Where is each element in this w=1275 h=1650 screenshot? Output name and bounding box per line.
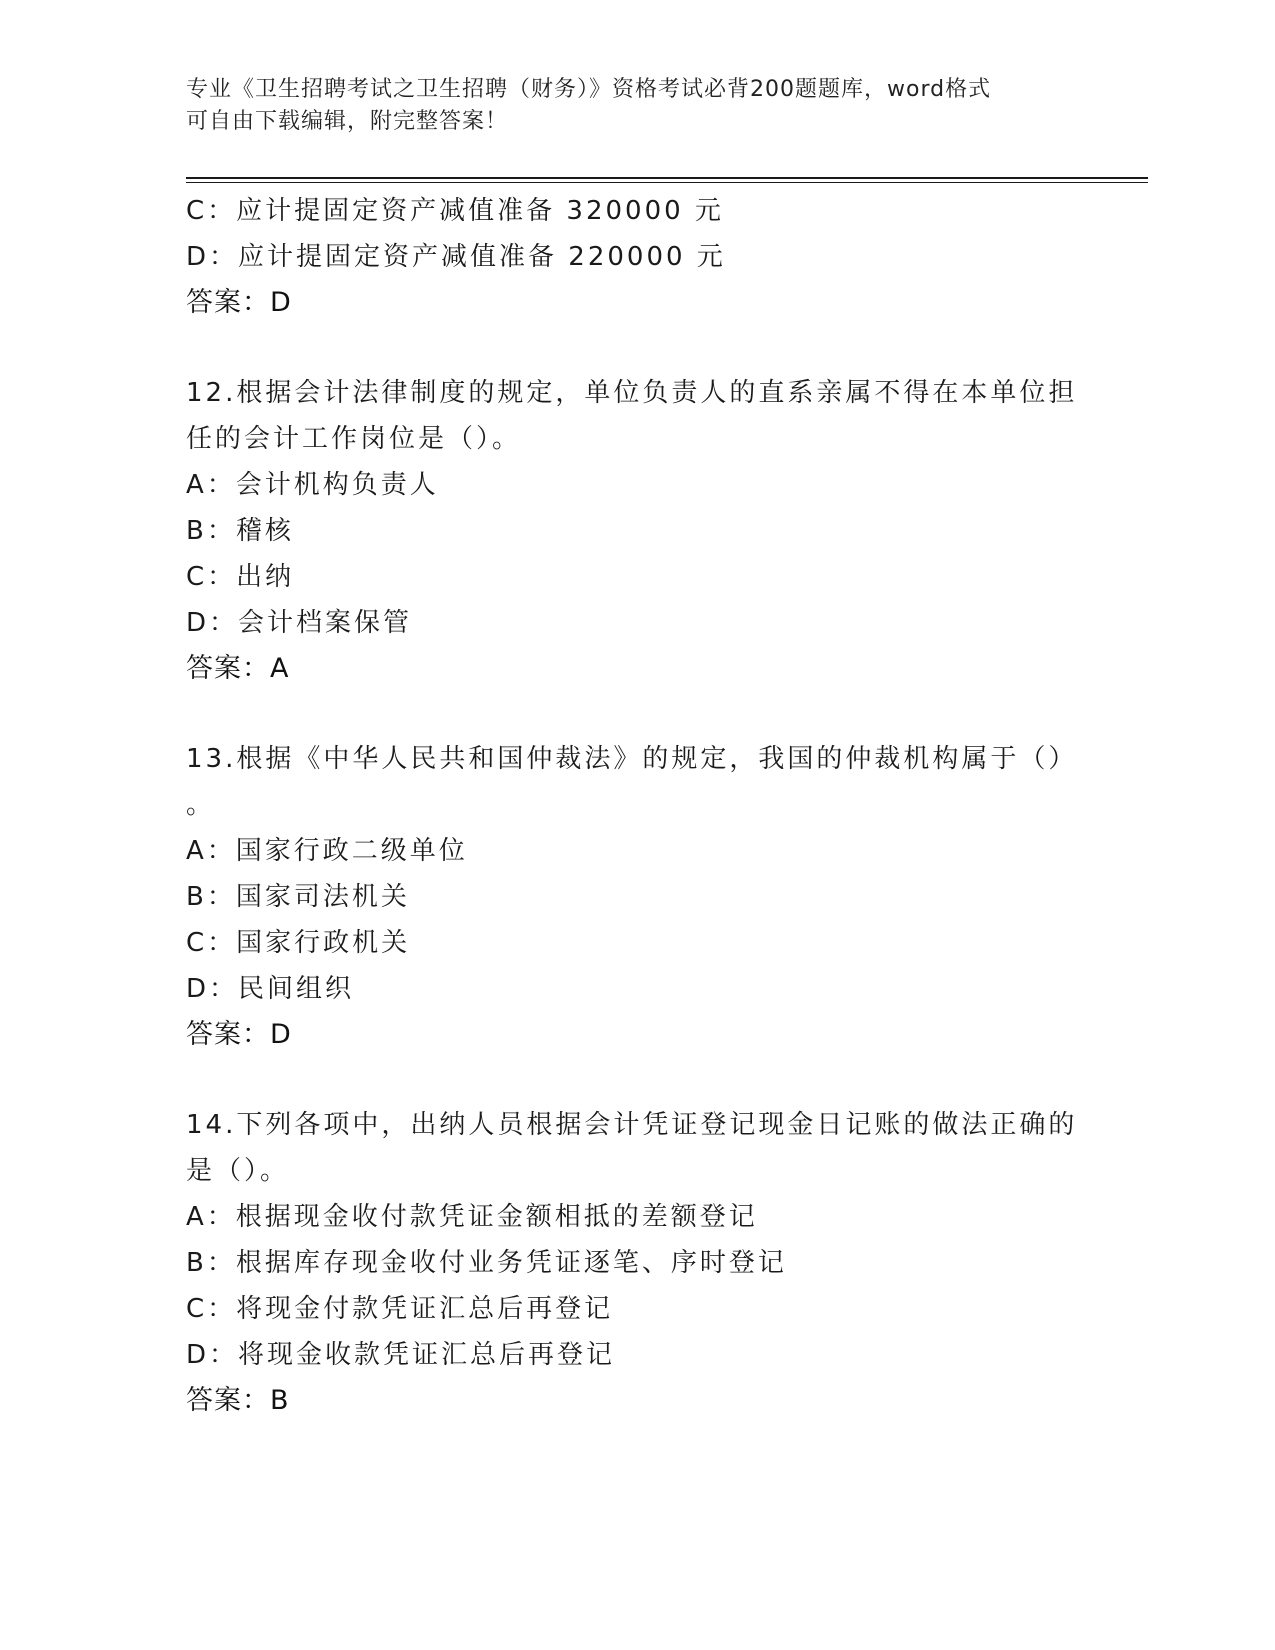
option-d: D：会计档案保管 (186, 608, 413, 638)
question-gap (186, 326, 1086, 370)
question-block-14 (186, 1102, 1086, 1424)
answer-line: 答案：D (186, 1019, 292, 1050)
option-c: C：国家行政机关 (186, 928, 411, 958)
answer-line: 答案：A (186, 653, 290, 684)
question-list (186, 188, 1086, 1424)
option-b: B：国家司法机关 (186, 882, 410, 912)
question-stem-continuation: 。 (186, 790, 216, 820)
question-block-continued (186, 188, 1086, 326)
question-stem: 12.根据会计法律制度的规定，单位负责人的直系亲属不得在本单位担 (186, 378, 1078, 408)
question-block-12 (186, 370, 1086, 692)
header-title-line-2: 可自由下载编辑，附完整答案！ (186, 109, 509, 134)
option-b: B：根据库存现金收付业务凭证逐笔、序时登记 (186, 1248, 787, 1278)
question-stem-continuation: 任的会计工作岗位是（）。 (186, 424, 522, 454)
option-c: C：将现金付款凭证汇总后再登记 (186, 1294, 614, 1324)
option-c: C：出纳 (186, 562, 295, 592)
option-d: D：民间组织 (186, 974, 355, 1004)
question-stem: 14.下列各项中，出纳人员根据会计凭证登记现金日记账的做法正确的 (186, 1110, 1078, 1140)
option-c: C：应计提固定资产减值准备 320000 元 (186, 196, 724, 226)
question-gap (186, 692, 1086, 736)
option-d: D：将现金收款凭证汇总后再登记 (186, 1340, 616, 1370)
header-title-line-1: 专业《卫生招聘考试之卫生招聘（财务）》资格考试必背200题题库，word格式 (186, 77, 992, 102)
answer-line: 答案：B (186, 1385, 290, 1416)
option-a: A：国家行政二级单位 (186, 836, 468, 866)
question-gap (186, 1058, 1086, 1102)
option-b: B：稽核 (186, 516, 294, 546)
question-stem: 13.根据《中华人民共和国仲裁法》的规定，我国的仲裁机构属于（） (186, 744, 1078, 774)
header-divider-thin (186, 182, 1148, 183)
option-d: D：应计提固定资产减值准备 220000 元 (186, 242, 726, 272)
answer-line: 答案：D (186, 287, 292, 318)
question-stem-continuation: 是（）。 (186, 1156, 290, 1186)
document-header (186, 74, 1086, 138)
header-divider-thick (186, 177, 1148, 179)
question-block-13 (186, 736, 1086, 1058)
option-a: A：会计机构负责人 (186, 470, 439, 500)
option-a: A：根据现金收付款凭证金额相抵的差额登记 (186, 1202, 758, 1232)
